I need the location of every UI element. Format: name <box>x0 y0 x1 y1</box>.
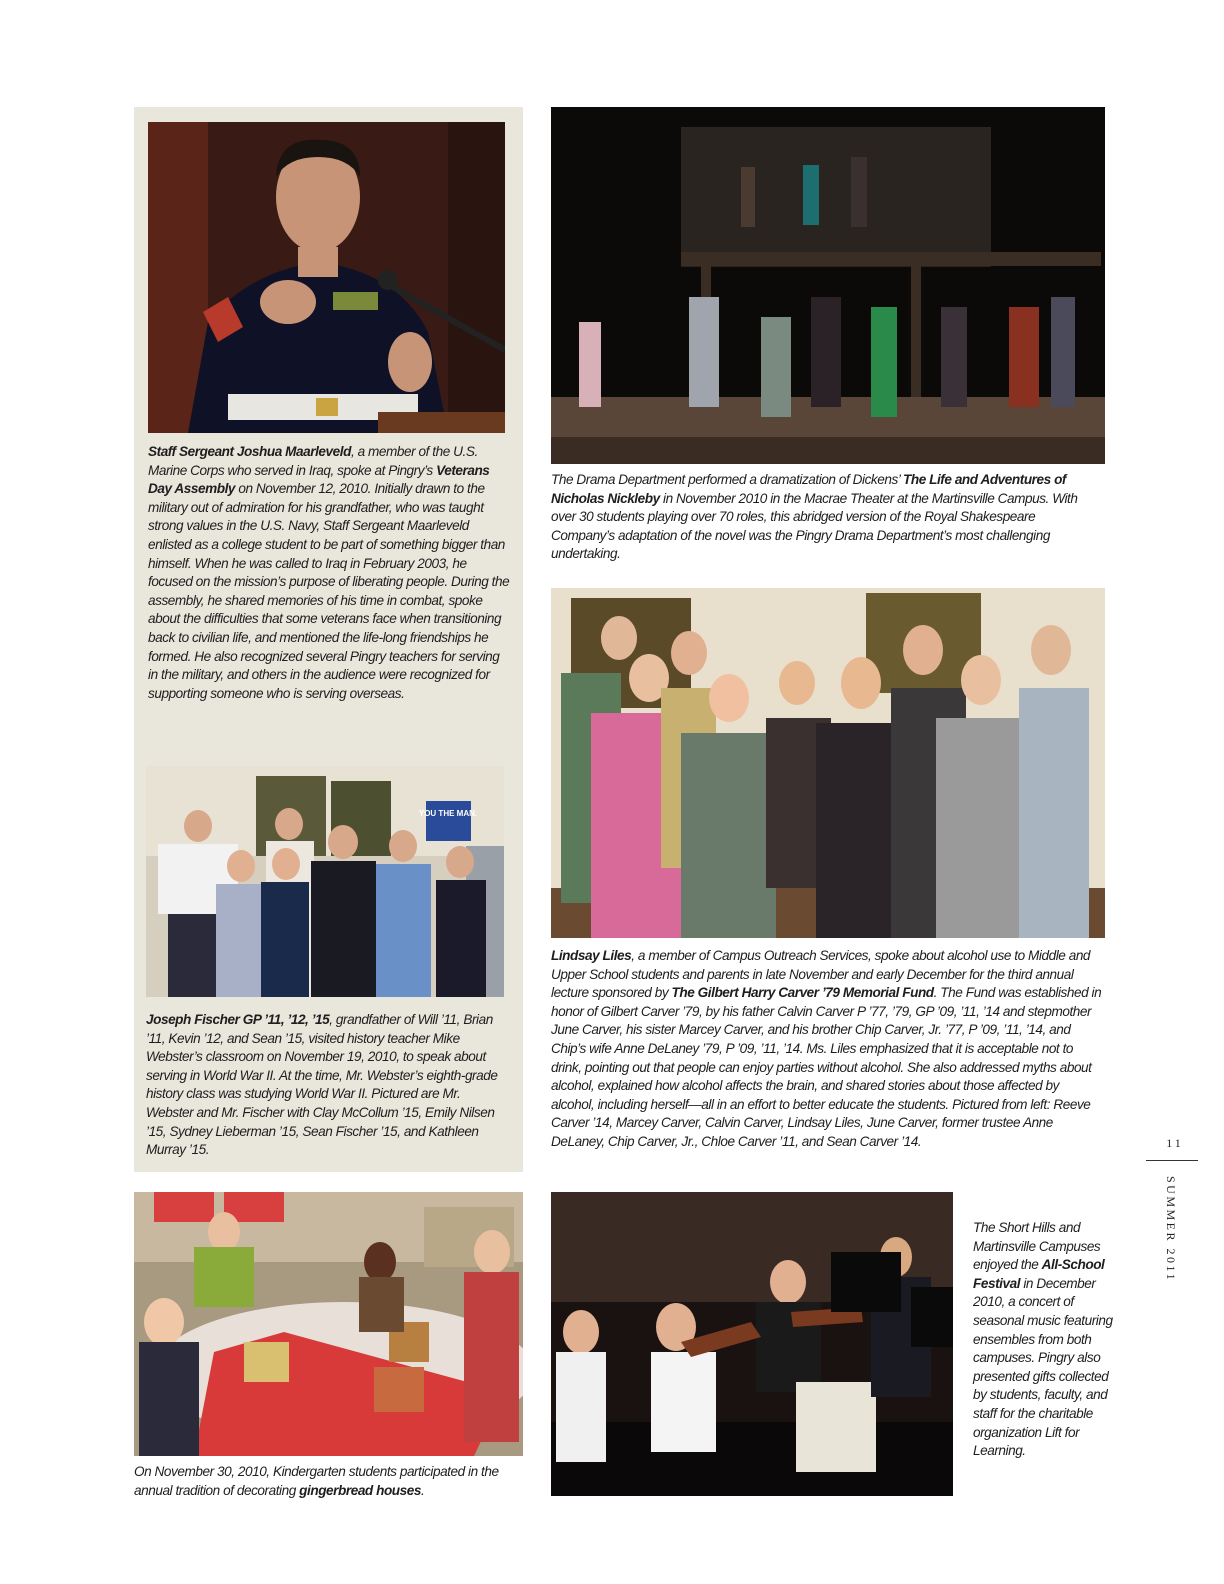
gingerbread-bold: gingerbread houses <box>299 1482 421 1498</box>
photo-carver-group <box>551 588 1105 938</box>
photo-marine-speaker <box>148 122 505 433</box>
veterans-event: Veterans Day Assembly <box>148 462 490 497</box>
photo-fischer-classroom <box>146 766 504 997</box>
drama-title: The Life and Adventures of Nicholas Nickleby <box>551 472 1067 506</box>
caption-veterans: Staff Sergeant Joshua Maarleveld, a member of the U.S. Marine Corps who served in Iraq, spoke at Pingry’s Veterans Day Assembly on November 12, 2010. Initially drawn to the military out of admiration for his grandfather, who was taught strong values in the U.S. Navy, Staff Sergeant Maarleveld enlisted as a college student to be part of something bigger than himself. When he was called to Iraq in February 2003, he focused on the mission’s purpose of liberating people. During the assembly, he shared memories of his time in combat, spoke about the difficulties that some veterans face when transitioning back to civilian life, and mentioned the life-long friendships he formed. He also recognized several Pingry teachers for serving in the military, and others in the audience were recognized for supporting someone who is serving overseas. <box>148 444 510 701</box>
photo-festival-orchestra <box>551 1192 953 1496</box>
festival-bold: All-School Festival <box>973 1257 1105 1291</box>
carver-fund: The Gilbert Harry Carver ’79 Memorial Fund <box>671 985 934 1001</box>
folio-rule <box>1146 1160 1198 1161</box>
photo-gingerbread <box>134 1192 523 1456</box>
issue-label: SUMMER 2011 <box>1164 1176 1178 1283</box>
caption-festival: The Short Hills and Martinsville Campuses enjoyed the All-School Festival in December 2010, a concert of seasonal music featuring ensembles from both campuses. Pingry also presented gifts collected by students, faculty, and staff for the charitable organization Lift for Learning. <box>973 1220 1113 1459</box>
carver-name: Lindsay Liles <box>551 948 632 963</box>
fischer-name: Joseph Fischer GP ’11, ’12, ’15 <box>146 1012 330 1027</box>
caption-fischer: Joseph Fischer GP ’11, ’12, ’15, grandfather of Will ’11, Brian ’11, Kevin ’12, and Sean ’15, visited history teacher Mike Webster’s classroom on November 19, 2010, to speak about serving in World War II. At the time, Mr. Webster’s eighth-grade history class was studying World War II. Pictured are Mr. Webster and Mr. Fischer with Clay McCollum ’15, Emily Nilsen ’15, Sydney Lieberman ’15, Sean Fischer ’15, and Kathleen Murray ’15. <box>146 1012 498 1158</box>
caption-carver: Lindsay Liles, a member of Campus Outreach Services, spoke about alcohol use to Middle and Upper School students and parents in late November and early December for the third annual lecture sponsored by The Gilbert Harry Carver ’79 Memorial Fund. The Fund was established in honor of Gilbert Carver ’79, by his father Calvin Carver P ’77, ’79, GP ’09, ’11, ’14 and stepmother June Carver, his sister Marcey Carver, and his brother Chip Carver, Jr. ’77, P ’09, ’11, ’14, and Chip’s wife Anne DeLaney ’79, P ’09, ’11, ’14. Ms. Liles emphasized that it is acceptable not to drink, pointing out that people can enjoy parties without alcohol. She also addressed myths about alcohol, explained how alcohol affects the brain, and shared stories about those affected by alcohol, including herself—all in an effort to better educate the students. Pictured from left: Reeve Carver ’14, Marcey Carver, Calvin Carver, Lindsay Liles, June Carver, former trustee Anne DeLaney, Chip Carver, Jr., Chloe Carver ’11, and Sean Carver ’14. <box>551 948 1102 1149</box>
photo-drama-stage <box>551 107 1105 464</box>
caption-drama: The Drama Department performed a dramatization of Dickens’ The Life and Adventures of Nicholas Nickleby in November 2010 in the Macrae Theater at the Martinsville Campus. With over 30 students playing over 70 roles, this abridged version of the Royal Shakespeare Company’s adaptation of the novel was the Pingry Drama Department’s most challenging undertaking. <box>551 472 1078 562</box>
caption-gingerbread: On November 30, 2010, Kindergarten students participated in the annual tradition of decorating gingerbread houses. <box>134 1464 499 1498</box>
page-number: 11 <box>1166 1136 1184 1150</box>
poster-text: YOU THE MAN. <box>418 809 478 818</box>
veterans-name: Staff Sergeant Joshua Maarleveld <box>148 444 351 459</box>
